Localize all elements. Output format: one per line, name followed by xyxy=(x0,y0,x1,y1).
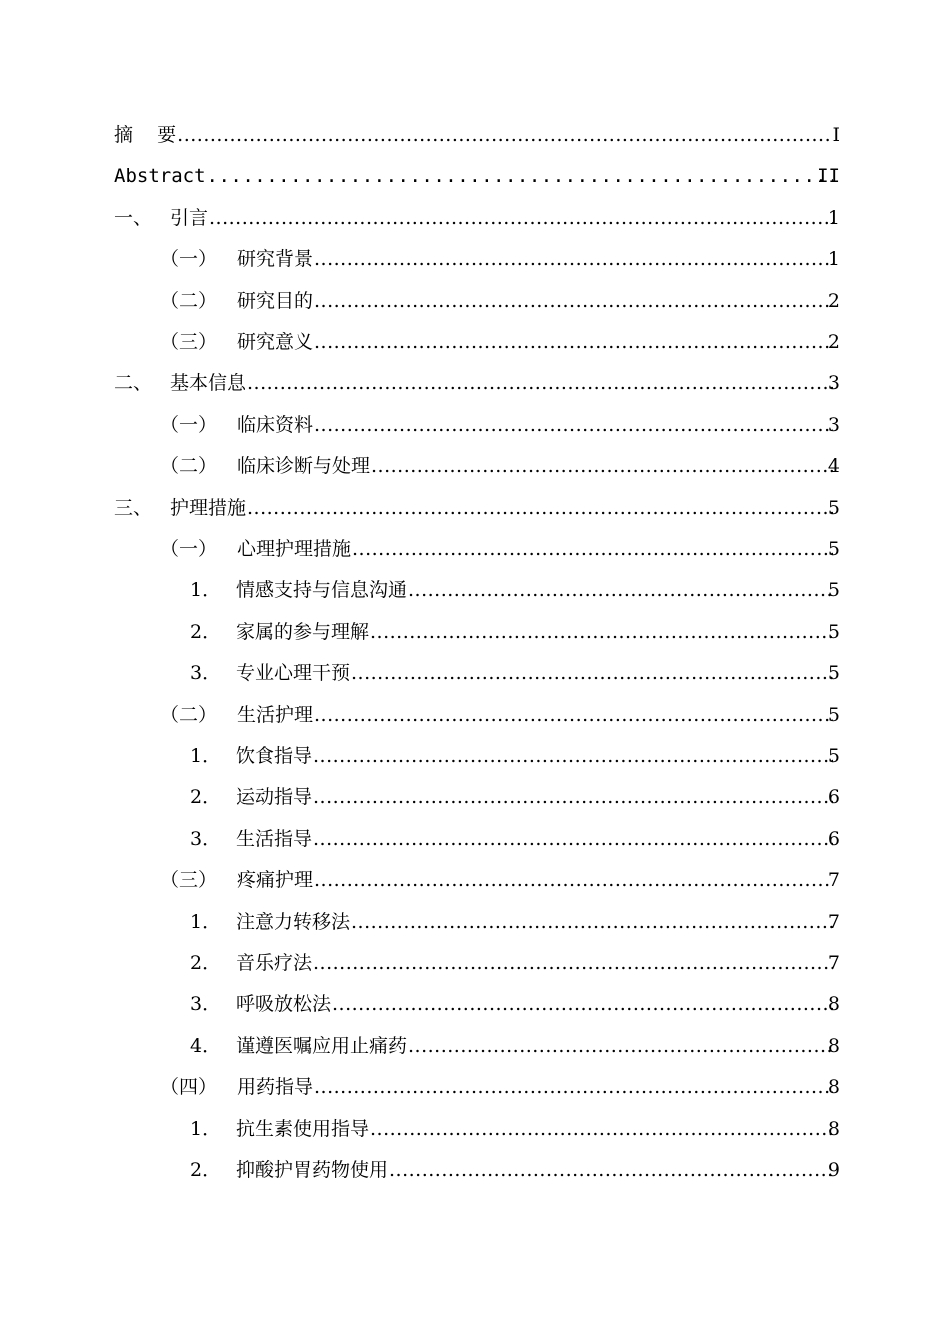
toc-entry[interactable] xyxy=(0,824,950,854)
toc-entry-leader xyxy=(237,451,833,481)
toc-entry-number: （二） xyxy=(160,455,218,478)
toc-entry[interactable] xyxy=(0,161,950,191)
toc-entry-page-number: 6 xyxy=(827,786,840,809)
toc-entry-leader xyxy=(236,989,833,1019)
toc-entry-leader xyxy=(236,1155,833,1185)
toc-entry-leader xyxy=(170,203,833,233)
toc-entry[interactable] xyxy=(0,451,950,481)
toc-entry[interactable] xyxy=(0,1155,950,1185)
toc-entry-leader xyxy=(236,575,833,605)
toc-entry-number: （四） xyxy=(160,1076,218,1099)
toc-entry-leader xyxy=(236,948,833,978)
toc-entry-title: 呼吸放松法 xyxy=(236,993,332,1016)
toc-entry-title: 临床诊断与处理 xyxy=(237,455,371,478)
toc-entry-title: 护理措施 xyxy=(170,496,247,519)
toc-entry-leader xyxy=(236,907,833,937)
toc-entry-title: Abstract xyxy=(114,165,206,188)
toc-entry-leader xyxy=(237,865,833,895)
toc-entry[interactable] xyxy=(0,493,950,523)
toc-entry[interactable] xyxy=(0,1114,950,1144)
toc-entry-page-number: 5 xyxy=(827,745,840,767)
toc-entry-number: 1． xyxy=(190,745,222,767)
toc-entry-number: 2． xyxy=(190,952,222,974)
toc-entry[interactable] xyxy=(0,244,950,274)
toc-entry[interactable] xyxy=(0,741,950,771)
toc-entry-leader xyxy=(236,1114,833,1144)
toc-entry-leader xyxy=(236,824,833,854)
toc-entry-leader xyxy=(114,161,833,191)
toc-entry-page-number: 9 xyxy=(827,1159,840,1181)
toc-entry-title: 注意力转移法 xyxy=(236,910,351,933)
toc-entry[interactable] xyxy=(0,327,950,357)
toc-entry-number: 4． xyxy=(190,1034,222,1057)
toc-entry-page-number: 8 xyxy=(827,993,840,1016)
toc-entry-leader xyxy=(236,741,833,771)
toc-entry[interactable] xyxy=(0,410,950,440)
toc-entry-leader xyxy=(237,244,833,274)
toc-entry-leader xyxy=(236,658,833,688)
toc-entry-page-number: 2 xyxy=(827,331,840,353)
toc-entry-title: 专业心理干预 xyxy=(236,662,351,685)
toc-entry[interactable] xyxy=(0,1031,950,1061)
toc-entry-title: 谨遵医嘱应用止痛药 xyxy=(236,1034,408,1057)
toc-entry-number: （一） xyxy=(160,248,218,271)
toc-entry-title: 临床资料 xyxy=(237,413,314,436)
toc-entry-leader xyxy=(236,617,833,647)
toc-entry-title: 基本信息 xyxy=(170,372,247,395)
toc-entry-page-number: 1 xyxy=(827,248,840,271)
toc-entry-number: 3． xyxy=(190,993,222,1016)
toc-entry-page-number: 5 xyxy=(827,703,840,726)
toc-entry-leader xyxy=(237,700,833,730)
toc-entry-number: （三） xyxy=(160,331,218,353)
toc-entry-page-number: 3 xyxy=(827,413,840,436)
toc-entry-title: 生活指导 xyxy=(236,827,313,850)
toc-entry-page-number: 2 xyxy=(827,289,840,312)
toc-entry-page-number: 8 xyxy=(827,1117,840,1140)
toc-entry-page-number: 5 xyxy=(827,579,840,602)
toc-entry[interactable] xyxy=(0,948,950,978)
toc-entry[interactable] xyxy=(0,700,950,730)
toc-entry[interactable] xyxy=(0,907,950,937)
toc-entry-title: 引言 xyxy=(170,206,209,229)
toc-entry-page-number: 5 xyxy=(827,620,840,643)
toc-entry-number: 三、 xyxy=(114,496,153,519)
toc-entry-page-number: 8 xyxy=(827,1076,840,1099)
toc-entry-page-number: 5 xyxy=(827,496,840,519)
toc-entry[interactable] xyxy=(0,575,950,605)
toc-entry-number: 3． xyxy=(190,662,222,685)
toc-entry-page-number: 5 xyxy=(827,538,840,560)
toc-entry-leader xyxy=(236,782,833,812)
toc-entry-leader xyxy=(237,410,833,440)
toc-entry-page-number: 7 xyxy=(827,910,840,933)
toc-entry-number: （二） xyxy=(160,703,218,726)
toc-entry[interactable] xyxy=(0,534,950,564)
toc-entry-number: 二、 xyxy=(114,372,153,395)
toc-entry-title: 抑酸护胃药物使用 xyxy=(236,1159,389,1181)
toc-entry[interactable] xyxy=(0,865,950,895)
toc-entry-number: 2． xyxy=(190,786,222,809)
toc-entry-title: 运动指导 xyxy=(236,786,313,809)
toc-entry-title: 生活护理 xyxy=(237,703,314,726)
toc-entry-title: 抗生素使用指导 xyxy=(236,1117,370,1140)
toc-entry-number: （二） xyxy=(160,289,218,312)
toc-entry-page-number: 8 xyxy=(827,1034,840,1057)
toc-entry-number: 1． xyxy=(190,579,222,602)
toc-entry-title: 家属的参与理解 xyxy=(236,620,370,643)
toc-entry-page-number: 7 xyxy=(827,952,840,974)
toc-entry-number: 2． xyxy=(190,1159,222,1181)
toc-entry-number: （一） xyxy=(160,413,218,436)
toc-entry-page-number: 1 xyxy=(827,206,840,229)
toc-entry-leader xyxy=(114,120,833,150)
toc-entry-title: 心理护理措施 xyxy=(237,538,352,560)
toc-entry-title: 音乐疗法 xyxy=(236,952,313,974)
toc-entry-number: 2． xyxy=(190,620,222,643)
toc-entry[interactable] xyxy=(0,782,950,812)
toc-entry-number: （一） xyxy=(160,538,218,560)
toc-entry-number: 1． xyxy=(190,910,222,933)
toc-entry-number: 一、 xyxy=(114,206,153,229)
toc-entry-page-number: 5 xyxy=(827,662,840,685)
toc-entry-title: 研究目的 xyxy=(237,289,314,312)
toc-entry[interactable] xyxy=(0,203,950,233)
toc-entry[interactable] xyxy=(0,658,950,688)
toc-entry-leader xyxy=(237,327,833,357)
toc-entry[interactable] xyxy=(0,286,950,316)
toc-entry-title: 饮食指导 xyxy=(236,745,313,767)
toc-entry-page-number: 7 xyxy=(827,869,840,892)
toc-entry-leader xyxy=(236,1031,833,1061)
toc-entry-leader xyxy=(237,286,833,316)
toc-entry-title: 用药指导 xyxy=(237,1076,314,1099)
toc-entry[interactable] xyxy=(0,617,950,647)
toc-entry-title: 疼痛护理 xyxy=(237,869,314,892)
toc-entry-title: 研究背景 xyxy=(237,248,314,271)
toc-entry-leader xyxy=(170,493,833,523)
toc-entry-leader xyxy=(237,534,833,564)
toc-entry-page-number: 4 xyxy=(827,455,840,478)
toc-entry[interactable] xyxy=(0,120,950,150)
toc-entry-number: （三） xyxy=(160,869,218,892)
toc-entry[interactable] xyxy=(0,1072,950,1102)
toc-entry-title: 情感支持与信息沟通 xyxy=(236,579,408,602)
toc-entry-page-number: II xyxy=(817,165,840,188)
toc-entry[interactable] xyxy=(0,368,950,398)
toc-entry[interactable] xyxy=(0,989,950,1019)
toc-entry-leader xyxy=(237,1072,833,1102)
toc-entry-number: 1． xyxy=(190,1117,222,1140)
toc-entry-title: 研究意义 xyxy=(237,331,314,353)
toc-entry-page-number: 3 xyxy=(827,372,840,395)
toc-entry-number: 3． xyxy=(190,827,222,850)
toc-entry-page-number: I xyxy=(832,124,840,146)
toc-entry-leader xyxy=(170,368,833,398)
toc-entry-title: 摘 要 xyxy=(114,124,177,146)
toc-entry-page-number: 6 xyxy=(827,827,840,850)
